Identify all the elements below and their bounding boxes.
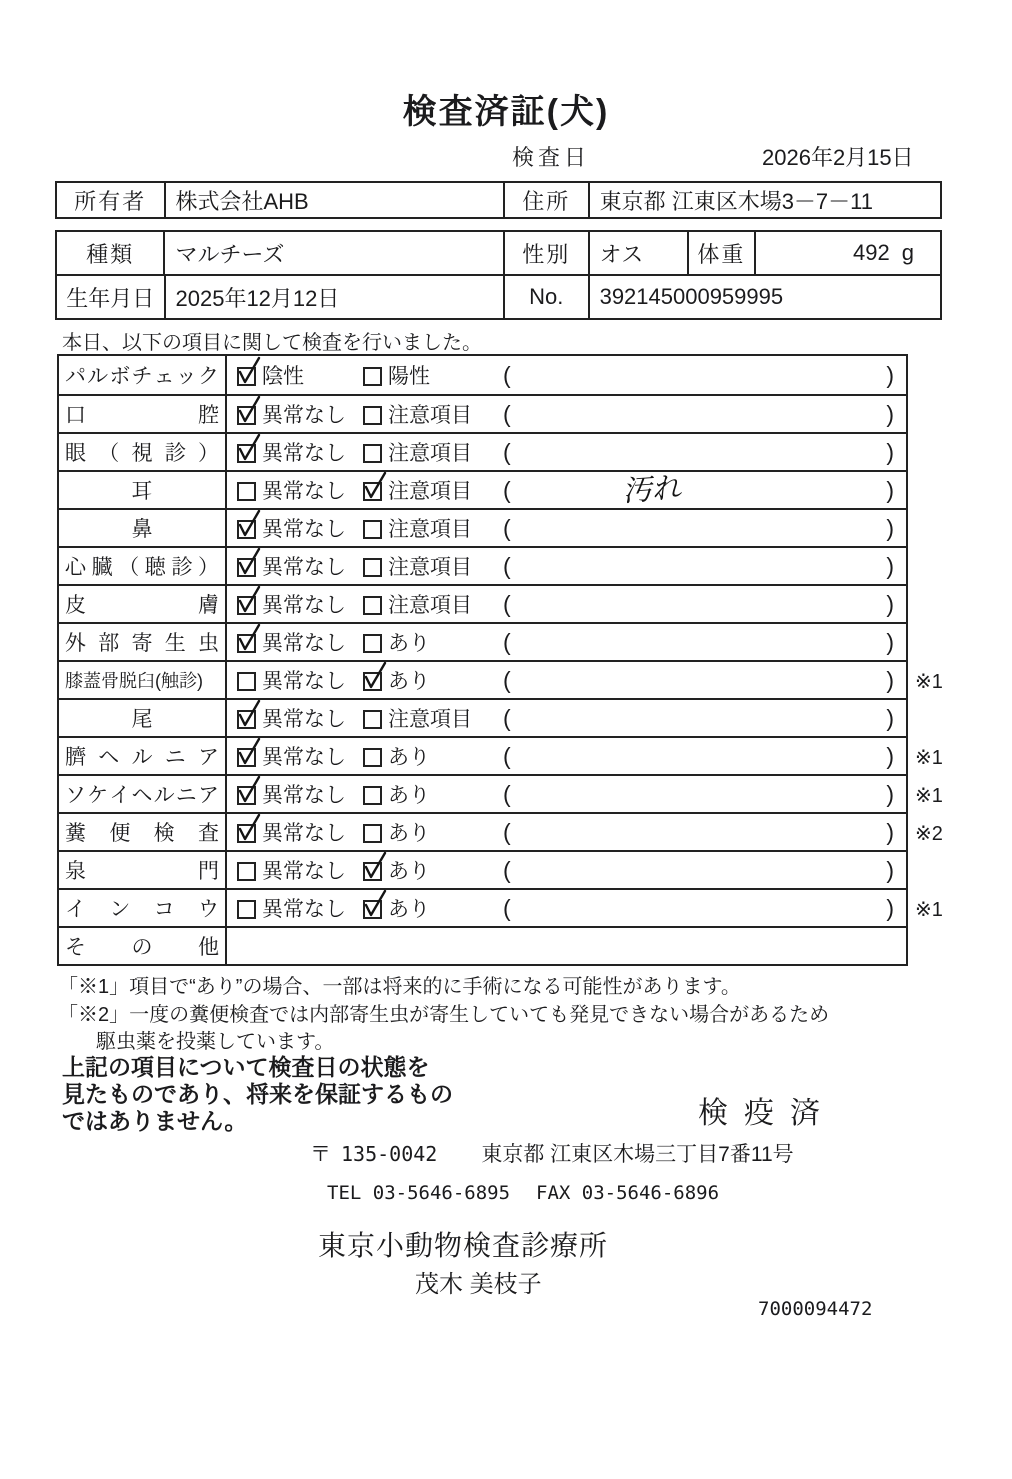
inspection-date-value: 2026年2月15日 bbox=[762, 145, 914, 170]
clinic-name: 東京小動物検査診療所 bbox=[318, 1230, 609, 1261]
checkbox-icon bbox=[237, 444, 256, 463]
paren-open: ( bbox=[503, 361, 511, 388]
exam-option-1 bbox=[237, 399, 363, 429]
exam-row-body bbox=[227, 738, 906, 774]
exam-item-label: 耳 bbox=[59, 472, 227, 508]
checkbox-icon bbox=[363, 824, 382, 843]
exam-option-2-label: あり bbox=[388, 670, 430, 693]
exam-option-2 bbox=[363, 855, 503, 885]
handwritten-note bbox=[466, 667, 841, 693]
exam-option-2 bbox=[363, 741, 503, 771]
paren-close: ) bbox=[886, 476, 894, 503]
exam-option-2 bbox=[363, 360, 503, 390]
paren-open: ( bbox=[503, 818, 511, 845]
checkbox-icon bbox=[237, 596, 256, 615]
handwritten-note bbox=[466, 439, 841, 465]
paren-open: ( bbox=[503, 894, 511, 921]
exam-option-2-label: 注意項目 bbox=[388, 404, 472, 427]
exam-option-1-label: 異常なし bbox=[262, 670, 346, 693]
exam-option-1-label: 陰性 bbox=[262, 365, 304, 388]
checkbox-icon bbox=[237, 710, 256, 729]
handwritten-note bbox=[466, 629, 841, 655]
exam-row-body bbox=[227, 472, 906, 508]
exam-option-1 bbox=[237, 893, 363, 923]
checkbox-icon bbox=[363, 596, 382, 615]
exam-option-2-label: 注意項目 bbox=[388, 556, 472, 579]
exam-option-1-label: 異常なし bbox=[262, 556, 346, 579]
checkbox-icon bbox=[363, 634, 382, 653]
exam-row bbox=[59, 584, 906, 622]
disclaimer-line-3: ではありません。 bbox=[62, 1108, 248, 1134]
checkmark-icon bbox=[236, 736, 263, 768]
address-value: 東京都 江東区木場3－7－11 bbox=[588, 183, 940, 217]
checkbox-icon bbox=[363, 710, 382, 729]
checkbox-icon bbox=[363, 482, 382, 501]
exam-option-1 bbox=[237, 627, 363, 657]
exam-row-body bbox=[227, 928, 906, 964]
owner-table bbox=[55, 181, 942, 219]
checkbox-icon bbox=[363, 786, 382, 805]
exam-item-label: 膝蓋骨脱臼(触診) bbox=[59, 662, 227, 698]
exam-item-label: 口 腔 bbox=[59, 396, 227, 432]
exam-item-label: 眼 （ 視 診 ） bbox=[59, 434, 227, 470]
checkbox-icon bbox=[237, 634, 256, 653]
exam-option-2 bbox=[363, 779, 503, 809]
exam-row-body bbox=[227, 548, 906, 584]
postal-mark-icon: 〒 bbox=[310, 1143, 331, 1166]
checkbox-icon bbox=[237, 520, 256, 539]
exam-option-1 bbox=[237, 589, 363, 619]
exam-option-2 bbox=[363, 817, 503, 847]
checkbox-icon bbox=[363, 672, 382, 691]
exam-row bbox=[59, 508, 906, 546]
handwritten-note bbox=[466, 591, 841, 617]
exam-option-2-label: あり bbox=[388, 822, 430, 845]
checkbox-icon bbox=[363, 406, 382, 425]
exam-option-1-label: 異常なし bbox=[262, 822, 346, 845]
handwritten-note bbox=[466, 819, 841, 845]
exam-row bbox=[59, 774, 943, 812]
paren-close: ) bbox=[886, 742, 894, 769]
exam-row-body bbox=[227, 852, 906, 888]
exam-option-1-label: 異常なし bbox=[262, 860, 346, 883]
checkbox-icon bbox=[237, 558, 256, 577]
handwritten-note bbox=[466, 857, 841, 883]
exam-option-1 bbox=[237, 855, 363, 885]
exam-row-body bbox=[227, 700, 906, 736]
exam-row bbox=[59, 888, 943, 926]
pet-table bbox=[55, 230, 942, 320]
clinic-tel: TEL 03-5646-6895 bbox=[327, 1182, 511, 1204]
exam-option-1-label: 異常なし bbox=[262, 404, 346, 427]
exam-row bbox=[59, 622, 906, 660]
exam-option-1-label: 異常なし bbox=[262, 784, 346, 807]
checkmark-icon bbox=[236, 432, 263, 464]
exam-row bbox=[59, 356, 906, 394]
exam-option-1 bbox=[237, 741, 363, 771]
paren-close: ) bbox=[886, 818, 894, 845]
paren-close: ) bbox=[886, 552, 894, 579]
checkmark-icon bbox=[236, 774, 263, 806]
handwritten-note bbox=[466, 743, 841, 769]
no-value: 392145000959995 bbox=[588, 276, 940, 318]
paren-close: ) bbox=[886, 400, 894, 427]
exam-option-1 bbox=[237, 475, 363, 505]
checkbox-icon bbox=[237, 672, 256, 691]
footnote-1-text: 「※1」項目で“あり”の場合、一部は将来的に手術になる可能性があります。 bbox=[58, 976, 741, 998]
clinic-tel-line bbox=[327, 1182, 719, 1204]
exam-row bbox=[59, 698, 906, 736]
exam-item-label: ソ ケ イ ヘ ル ニ ア bbox=[59, 776, 227, 812]
checkmark-icon bbox=[236, 622, 263, 654]
exam-item-label: 尾 bbox=[59, 700, 227, 736]
weight-cell bbox=[754, 232, 940, 274]
exam-option-1 bbox=[237, 703, 363, 733]
exam-row bbox=[59, 394, 906, 432]
pet-row-2 bbox=[57, 274, 940, 318]
weight-label: 体重 bbox=[687, 232, 754, 274]
exam-row-body bbox=[227, 814, 906, 850]
exam-row bbox=[59, 736, 943, 774]
checkmark-icon bbox=[362, 660, 389, 692]
exam-option-2-label: 注意項目 bbox=[388, 480, 472, 503]
quarantine-stamp: 検疫済 bbox=[698, 1097, 836, 1130]
exam-option-2-label: 陽性 bbox=[388, 365, 430, 388]
handwritten-note bbox=[466, 553, 841, 579]
exam-option-2 bbox=[363, 589, 503, 619]
exam-item-label: 外 部 寄 生 虫 bbox=[59, 624, 227, 660]
exam-option-2-label: あり bbox=[388, 898, 430, 921]
sex-label: 性別 bbox=[503, 232, 588, 274]
exam-option-1 bbox=[237, 360, 363, 390]
clinic-postal-line bbox=[310, 1138, 794, 1168]
paren-open: ( bbox=[503, 514, 511, 541]
paren-close: ) bbox=[886, 894, 894, 921]
checkmark-icon bbox=[236, 546, 263, 578]
checkbox-icon bbox=[237, 824, 256, 843]
exam-table bbox=[57, 354, 943, 966]
paren-close: ) bbox=[886, 704, 894, 731]
exam-option-1-label: 異常なし bbox=[262, 898, 346, 921]
sex-value: オス bbox=[588, 232, 688, 274]
inspection-date-label: 検査日 bbox=[512, 145, 591, 170]
exam-option-1 bbox=[237, 437, 363, 467]
exam-row-body bbox=[227, 662, 906, 698]
exam-option-1-label: 異常なし bbox=[262, 518, 346, 541]
paren-close: ) bbox=[886, 856, 894, 883]
footnote-mark: ※1 bbox=[915, 747, 943, 769]
exam-option-1 bbox=[237, 551, 363, 581]
paren-open: ( bbox=[503, 666, 511, 693]
exam-option-2-label: あり bbox=[388, 784, 430, 807]
exam-row-body bbox=[227, 586, 906, 622]
exam-item-label: 糞 便 検 査 bbox=[59, 814, 227, 850]
disclaimer-line-2: 見たものであり、将来を保証するもの bbox=[62, 1081, 453, 1107]
exam-row-body bbox=[227, 890, 906, 926]
footnote-mark: ※1 bbox=[915, 899, 943, 921]
handwritten-note bbox=[466, 362, 841, 388]
owner-label: 所有者 bbox=[74, 188, 147, 214]
serial-number: 7000094472 bbox=[758, 1298, 873, 1320]
checkmark-icon bbox=[236, 508, 263, 540]
exam-option-2 bbox=[363, 437, 503, 467]
exam-item-label: 臍 ヘ ル ニ ア bbox=[59, 738, 227, 774]
exam-item-label: そ の 他 bbox=[59, 928, 227, 964]
exam-option-1 bbox=[237, 779, 363, 809]
paren-close: ) bbox=[886, 514, 894, 541]
exam-row-body bbox=[227, 510, 906, 546]
footnote-mark: ※2 bbox=[915, 823, 943, 845]
checkbox-icon bbox=[363, 520, 382, 539]
checkbox-icon bbox=[237, 862, 256, 881]
exam-row-body bbox=[227, 356, 906, 394]
clinic-fax: FAX 03-5646-6896 bbox=[536, 1182, 720, 1204]
exam-option-2 bbox=[363, 627, 503, 657]
checkmark-icon bbox=[362, 470, 389, 502]
exam-option-2-label: 注意項目 bbox=[388, 708, 472, 731]
checkbox-icon bbox=[363, 748, 382, 767]
paren-open: ( bbox=[503, 780, 511, 807]
checkbox-icon bbox=[363, 900, 382, 919]
checkbox-icon bbox=[237, 406, 256, 425]
exam-option-2 bbox=[363, 399, 503, 429]
exam-option-1 bbox=[237, 665, 363, 695]
exam-option-2-label: あり bbox=[388, 860, 430, 883]
paren-open: ( bbox=[503, 438, 511, 465]
checkbox-icon bbox=[237, 900, 256, 919]
disclaimer bbox=[62, 1054, 453, 1135]
paren-open: ( bbox=[503, 476, 511, 503]
exam-option-1 bbox=[237, 817, 363, 847]
exam-option-2 bbox=[363, 513, 503, 543]
checkbox-icon bbox=[363, 444, 382, 463]
checkmark-icon bbox=[236, 394, 263, 426]
exam-row bbox=[59, 926, 906, 964]
exam-option-2 bbox=[363, 703, 503, 733]
paren-open: ( bbox=[503, 400, 511, 427]
owner-value: 株式会社AHB bbox=[164, 183, 503, 217]
handwritten-note bbox=[466, 895, 841, 921]
paren-close: ) bbox=[886, 438, 894, 465]
exam-item-label: 皮 膚 bbox=[59, 586, 227, 622]
checkmark-icon bbox=[236, 355, 263, 387]
checkbox-icon bbox=[363, 558, 382, 577]
exam-option-1-label: 異常なし bbox=[262, 708, 346, 731]
checkmark-icon bbox=[362, 850, 389, 882]
paren-close: ) bbox=[886, 361, 894, 388]
paren-open: ( bbox=[503, 628, 511, 655]
handwritten-note: 汚れ bbox=[622, 471, 685, 508]
exam-option-2-label: 注意項目 bbox=[388, 594, 472, 617]
exam-option-2 bbox=[363, 893, 503, 923]
exam-option-1-label: 異常なし bbox=[262, 632, 346, 655]
handwritten-note bbox=[466, 781, 841, 807]
weight-unit: g bbox=[901, 240, 914, 265]
exam-row bbox=[59, 660, 943, 698]
breed-value: マルチーズ bbox=[163, 232, 502, 274]
exam-option-1-label: 異常なし bbox=[262, 594, 346, 617]
exam-option-1-label: 異常なし bbox=[262, 480, 346, 503]
exam-option-2-label: あり bbox=[388, 632, 430, 655]
exam-row bbox=[59, 546, 906, 584]
exam-row bbox=[59, 850, 906, 888]
exam-option-2-label: 注意項目 bbox=[388, 442, 472, 465]
paren-open: ( bbox=[503, 742, 511, 769]
exam-item-label: 心 臓 （ 聴 診 ） bbox=[59, 548, 227, 584]
exam-row bbox=[59, 812, 943, 850]
paren-open: ( bbox=[503, 552, 511, 579]
exam-item-label: 泉 門 bbox=[59, 852, 227, 888]
exam-option-1-label: 異常なし bbox=[262, 746, 346, 769]
birthdate-value: 2025年12月12日 bbox=[164, 276, 503, 318]
exam-item-label: パ ル ボ チ ェ ッ ク bbox=[59, 356, 227, 394]
exam-row-body bbox=[227, 776, 906, 812]
intro-text: 本日、以下の項目に関して検査を行いました。 bbox=[62, 332, 482, 354]
checkbox-icon bbox=[237, 482, 256, 501]
no-label: No. bbox=[503, 276, 588, 318]
weight-value: 492 bbox=[853, 240, 890, 265]
paren-open: ( bbox=[503, 856, 511, 883]
footnote-2-text: 「※2」一度の糞便検査では内部寄生虫が寄生していても発見できない場合があるため bbox=[58, 1004, 830, 1026]
exam-option-2-label: あり bbox=[388, 746, 430, 769]
pet-row-1 bbox=[57, 232, 940, 274]
exam-row bbox=[59, 432, 906, 470]
checkmark-icon bbox=[236, 698, 263, 730]
checkbox-icon bbox=[237, 367, 256, 386]
checkmark-icon bbox=[236, 812, 263, 844]
paren-close: ) bbox=[886, 590, 894, 617]
postal-code: 135-0042 bbox=[341, 1142, 438, 1166]
exam-item-label: イ ン コ ウ bbox=[59, 890, 227, 926]
paren-close: ) bbox=[886, 666, 894, 693]
checkbox-icon bbox=[363, 862, 382, 881]
footnote-mark: ※1 bbox=[915, 671, 943, 693]
exam-row bbox=[59, 470, 906, 508]
checkbox-icon bbox=[363, 367, 382, 386]
handwritten-note bbox=[466, 515, 841, 541]
checkmark-icon bbox=[236, 584, 263, 616]
paren-close: ) bbox=[886, 780, 894, 807]
exam-option-2-label: 注意項目 bbox=[388, 518, 472, 541]
paren-close: ) bbox=[886, 628, 894, 655]
checkmark-icon bbox=[362, 888, 389, 920]
owner-row bbox=[57, 183, 940, 217]
exam-option-1-label: 異常なし bbox=[262, 442, 346, 465]
examiner-name: 茂木 美枝子 bbox=[415, 1271, 542, 1298]
exam-row-body bbox=[227, 396, 906, 432]
exam-option-1 bbox=[237, 513, 363, 543]
birthdate-label: 生年月日 bbox=[66, 285, 155, 311]
handwritten-note bbox=[466, 401, 841, 427]
exam-option-2 bbox=[363, 551, 503, 581]
footnote-mark: ※1 bbox=[915, 785, 943, 807]
paren-open: ( bbox=[503, 590, 511, 617]
handwritten-note bbox=[466, 705, 841, 731]
address-label: 住所 bbox=[503, 183, 588, 217]
exam-row-body bbox=[227, 624, 906, 660]
exam-option-2 bbox=[363, 665, 503, 695]
page-title: 検査済証(犬) bbox=[402, 93, 610, 131]
clinic-address: 東京都 江東区木場三丁目7番11号 bbox=[481, 1143, 794, 1166]
footnote-2-text-cont: 駆虫薬を投薬しています。 bbox=[96, 1031, 335, 1053]
disclaimer-line-1: 上記の項目について検査日の状態を bbox=[62, 1054, 430, 1080]
breed-label: 種類 bbox=[86, 241, 135, 267]
checkbox-icon bbox=[237, 748, 256, 767]
exam-item-label: 鼻 bbox=[59, 510, 227, 546]
checkbox-icon bbox=[237, 786, 256, 805]
paren-open: ( bbox=[503, 704, 511, 731]
